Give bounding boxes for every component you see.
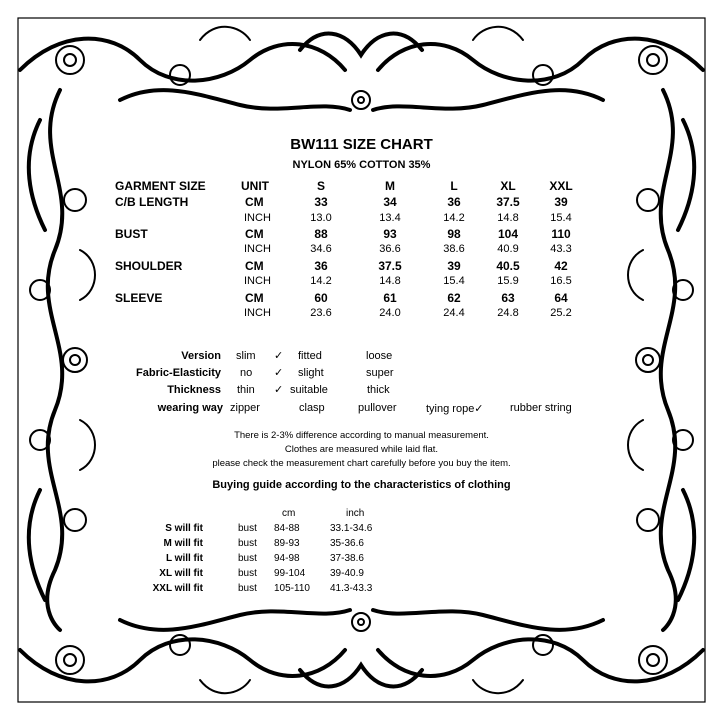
inch-value: 40.9 bbox=[497, 243, 519, 255]
measurement-note: Clothes are measured while laid flat. bbox=[284, 444, 439, 455]
guide-body-part: bust bbox=[238, 553, 257, 564]
unit-cm: CM bbox=[245, 195, 264, 209]
checkmark-icon: ✓ bbox=[274, 384, 284, 396]
measurement-name: SLEEVE bbox=[115, 291, 163, 305]
guide-inch-header: inch bbox=[346, 508, 365, 519]
cm-value: 93 bbox=[383, 227, 397, 241]
guide-cm-range: 84-88 bbox=[274, 523, 300, 534]
guide-inch-range: 33.1-34.6 bbox=[330, 523, 373, 534]
inch-value: 15.9 bbox=[497, 275, 519, 287]
guide-fit-label: XXL will fit bbox=[152, 583, 203, 594]
attribute-option: clasp bbox=[299, 402, 325, 414]
inch-value: 13.4 bbox=[379, 212, 401, 224]
cm-value: 60 bbox=[314, 291, 328, 305]
chart-title: BW111 SIZE CHART bbox=[290, 136, 433, 153]
unit-cm: CM bbox=[245, 259, 264, 273]
cm-value: 63 bbox=[501, 291, 515, 305]
cm-value: 42 bbox=[554, 259, 568, 273]
attribute-label: Fabric-Elasticity bbox=[136, 367, 221, 379]
attribute-option: thin bbox=[237, 384, 255, 396]
unit-cm: CM bbox=[245, 291, 264, 305]
inch-value: 43.3 bbox=[550, 243, 572, 255]
attribute-option: fitted bbox=[298, 350, 322, 362]
cm-value: 36 bbox=[447, 195, 461, 209]
attribute-option: suitable bbox=[290, 384, 328, 396]
guide-cm-range: 105-110 bbox=[274, 583, 310, 594]
cm-value: 61 bbox=[383, 291, 397, 305]
guide-body-part: bust bbox=[238, 583, 257, 594]
inch-value: 24.8 bbox=[497, 307, 519, 319]
unit-inch: INCH bbox=[244, 275, 271, 287]
size-header-xxl: XXL bbox=[549, 179, 573, 193]
frame-bottom bbox=[20, 610, 703, 686]
inch-value: 24.0 bbox=[379, 307, 401, 319]
cm-value: 36 bbox=[314, 259, 328, 273]
garment-size-header: GARMENT SIZE bbox=[115, 179, 206, 193]
cm-value: 33 bbox=[314, 195, 328, 209]
cm-value: 110 bbox=[551, 227, 571, 241]
guide-inch-range: 35-36.6 bbox=[330, 538, 364, 549]
measurement-name: SHOULDER bbox=[115, 259, 183, 273]
measurement-name: C/B LENGTH bbox=[115, 195, 189, 209]
buying-guide-title: Buying guide according to the characteristics of clothing bbox=[212, 479, 511, 491]
attribute-label: Thickness bbox=[167, 384, 221, 396]
attribute-option: slim bbox=[236, 350, 256, 362]
inch-value: 14.2 bbox=[443, 212, 465, 224]
cm-value: 37.5 bbox=[378, 259, 402, 273]
unit-cm: CM bbox=[245, 227, 264, 241]
guide-cm-range: 99-104 bbox=[274, 568, 306, 579]
guide-body-part: bust bbox=[238, 538, 257, 549]
checkmark-icon: ✓ bbox=[274, 367, 284, 379]
cm-value: 64 bbox=[554, 291, 568, 305]
inch-value: 36.6 bbox=[379, 243, 401, 255]
measurement-note: please check the measurement chart carefully before you buy the item. bbox=[212, 458, 511, 469]
unit-inch: INCH bbox=[244, 212, 271, 224]
guide-fit-label: M will fit bbox=[163, 538, 203, 549]
unit-inch: INCH bbox=[244, 243, 271, 255]
guide-body-part: bust bbox=[238, 568, 257, 579]
frame-right bbox=[661, 90, 694, 630]
attribute-option: slight bbox=[298, 367, 324, 379]
attribute-label: Version bbox=[181, 350, 221, 362]
cm-value: 40.5 bbox=[496, 259, 520, 273]
inch-value: 23.6 bbox=[310, 307, 332, 319]
guide-cm-header: cm bbox=[282, 508, 296, 519]
guide-cm-range: 94-98 bbox=[274, 553, 300, 564]
size-header-s: S bbox=[316, 179, 325, 193]
cm-value: 39 bbox=[447, 259, 461, 273]
checkmark-icon: ✓ bbox=[274, 350, 284, 362]
cm-value: 104 bbox=[497, 227, 519, 241]
inch-value: 13.0 bbox=[310, 212, 332, 224]
measurement-note: There is 2-3% difference according to manual measurement. bbox=[234, 430, 489, 441]
size-header-m: M bbox=[385, 179, 395, 193]
guide-body-part: bust bbox=[238, 523, 257, 534]
inch-value: 14.2 bbox=[310, 275, 332, 287]
attribute-option: zipper bbox=[230, 402, 260, 414]
attribute-option: pullover bbox=[358, 402, 397, 414]
inch-value: 38.6 bbox=[443, 243, 465, 255]
attribute-option: no bbox=[240, 367, 253, 379]
cm-value: 98 bbox=[447, 227, 461, 241]
unit-inch: INCH bbox=[244, 307, 271, 319]
inch-value: 16.5 bbox=[550, 275, 572, 287]
cm-value: 39 bbox=[554, 195, 568, 209]
inch-value: 15.4 bbox=[550, 212, 572, 224]
material-composition: NYLON 65% COTTON 35% bbox=[292, 159, 431, 171]
cm-value: 37.5 bbox=[496, 195, 520, 209]
cm-value: 34 bbox=[383, 195, 397, 209]
guide-cm-range: 89-93 bbox=[274, 538, 300, 549]
attribute-option: super bbox=[366, 367, 394, 379]
attribute-label: wearing way bbox=[157, 402, 223, 414]
inch-value: 34.6 bbox=[310, 243, 332, 255]
attribute-option: tying rope✓ bbox=[426, 403, 484, 415]
guide-inch-range: 41.3-43.3 bbox=[330, 583, 373, 594]
guide-inch-range: 37-38.6 bbox=[330, 553, 364, 564]
size-header-xl: XL bbox=[500, 179, 516, 193]
guide-inch-range: 39-40.9 bbox=[330, 568, 364, 579]
inch-value: 14.8 bbox=[379, 275, 401, 287]
inch-value: 24.4 bbox=[443, 307, 465, 319]
guide-fit-label: XL will fit bbox=[159, 568, 203, 579]
inch-value: 15.4 bbox=[443, 275, 465, 287]
attribute-option: thick bbox=[367, 384, 390, 396]
measurement-name: BUST bbox=[115, 227, 148, 241]
cm-value: 88 bbox=[314, 227, 328, 241]
frame-top bbox=[20, 34, 703, 110]
guide-fit-label: L will fit bbox=[165, 553, 203, 564]
frame-left bbox=[29, 90, 62, 630]
cm-value: 62 bbox=[447, 291, 461, 305]
size-header-l: L bbox=[450, 179, 458, 193]
inch-value: 25.2 bbox=[550, 307, 572, 319]
attribute-option: loose bbox=[366, 350, 393, 362]
guide-fit-label: S will fit bbox=[165, 523, 203, 534]
unit-header: UNIT bbox=[241, 179, 269, 193]
attribute-option: rubber string bbox=[510, 402, 572, 414]
inch-value: 14.8 bbox=[497, 212, 519, 224]
